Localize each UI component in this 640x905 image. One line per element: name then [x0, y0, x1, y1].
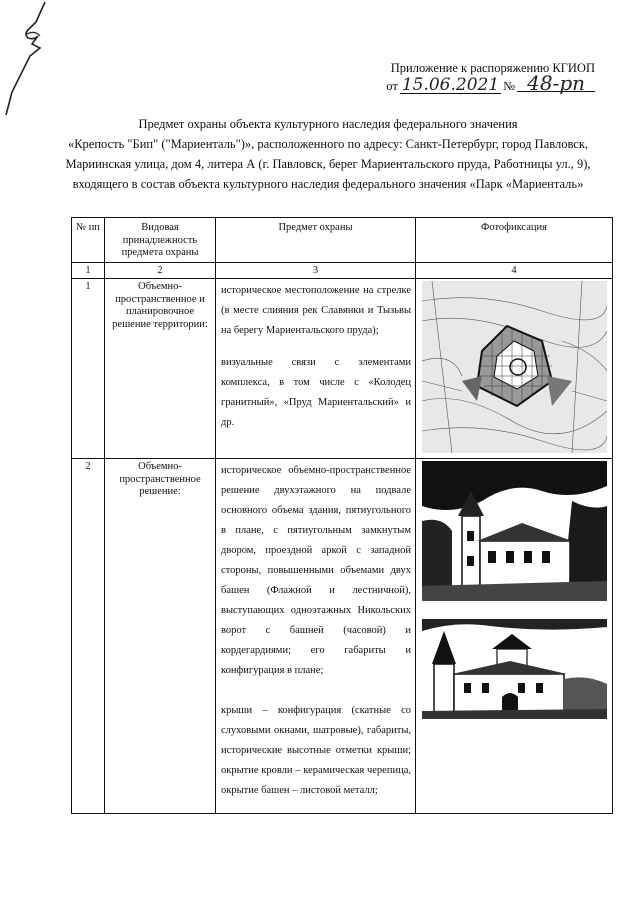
title-line-2: «Крепость "Бип" ("Мариенталь")», расположенного по адресу: Санкт-Петербург, город Павловск, [67, 137, 589, 151]
subject-paragraph: историческое объемно-пространственное решение двухэтажного на подвале основного объема здания, пятиугольного в плане, с пятиугольным замкнутым двором, проездной аркой с западной стороны, повышенными объемами двух башен (Флажной и лестничной), выступающих одноэтажных Никольских ворот с башней (часовой) и кордегардиями; его габариты и конфигурация в плане; [221, 465, 411, 676]
header-type: Видовая принадлежность предмета охраны [105, 218, 216, 263]
appendix-label: Приложение к распоряжению КГИОП [390, 61, 595, 75]
table-header-row [72, 218, 613, 263]
row-number: 2 [72, 459, 105, 814]
document-number: 48-рп [517, 76, 595, 92]
row-type: Объемно-пространственное решение: [105, 459, 216, 814]
column-number-row [72, 263, 613, 279]
subject-paragraph: историческое местоположение на стрелке (в месте слияния рек Славянки и Тызьвы на берегу Мариентальского пруда); [221, 285, 411, 336]
subject-paragraph: крыши – конфигурация (скатные со слуховыми окнами, шатровые), габариты, исторические высотные отметки крыши; окрытие кровли – керамическая черепица, окрытие башен – листовой металл; [221, 705, 411, 796]
table-row [72, 279, 613, 459]
row-number: 1 [72, 279, 105, 459]
column-number: 3 [216, 263, 416, 279]
fortress-photo-2 [422, 619, 607, 719]
header-subject: Предмет охраны [216, 218, 416, 263]
title-line-4: входящего в состав объекта культурного наследия федерального значения «Парк «Мариенталь» [72, 177, 584, 191]
signature-mark [0, 0, 60, 130]
title-line-3: Мариинская улица, дом 4, литера А (г. Павловск, берег Мариентальского пруда, Работницы ул., 9), [65, 157, 591, 171]
number-sign: № [503, 79, 516, 93]
subject-paragraph: визуальные связи с элементами комплекса, в том числе с «Колодец гранитный», «Пруд Мариентальский» и др. [221, 357, 411, 428]
column-number: 2 [105, 263, 216, 279]
column-number: 1 [72, 263, 105, 279]
row-photos [416, 279, 613, 459]
site-plan-photo [422, 281, 607, 453]
document-date: 15.06.2021 [401, 75, 500, 95]
header-num: № пп [72, 218, 105, 263]
table-row [72, 459, 613, 814]
appendix-block [386, 60, 595, 94]
row-subject [216, 279, 416, 459]
protection-table [71, 217, 613, 814]
row-photos [416, 459, 613, 814]
column-number: 4 [416, 263, 613, 279]
date-prefix: от [386, 79, 398, 93]
header-photo: Фотофиксация [416, 218, 613, 263]
fortress-photo-1 [422, 461, 607, 601]
title-line-1: Предмет охраны объекта культурного наследия федерального значения [138, 117, 518, 131]
document-title [48, 114, 608, 194]
row-subject [216, 459, 416, 814]
row-type: Объемно-пространственное и планировочное решение территории: [105, 279, 216, 459]
